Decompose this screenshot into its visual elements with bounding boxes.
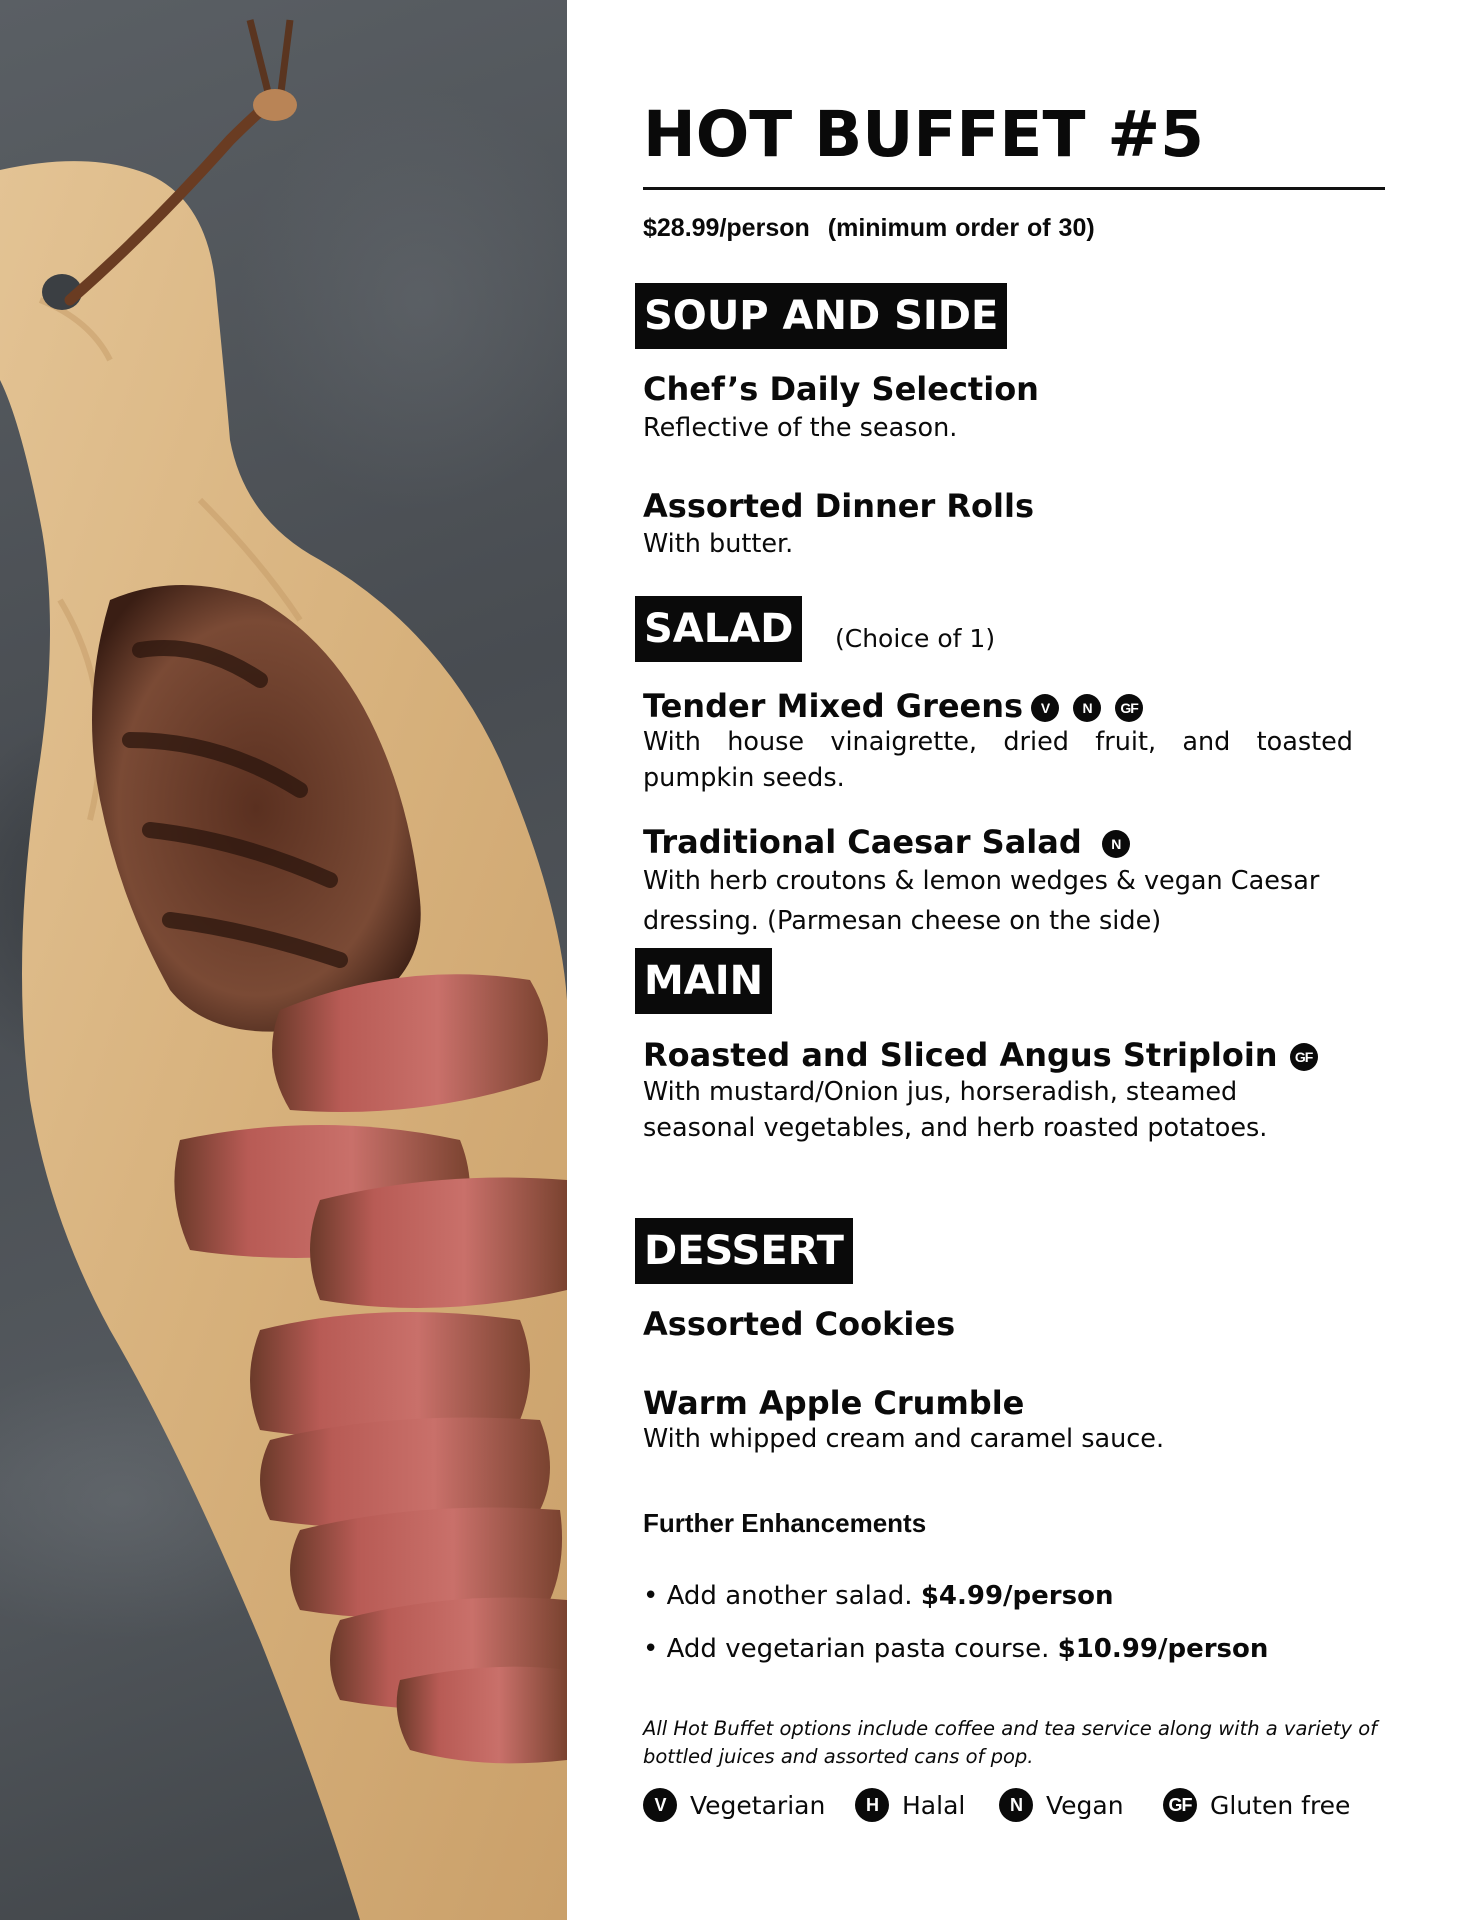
vegetarian-badge-icon: V	[1031, 694, 1059, 722]
section-label-salad: SALAD	[635, 596, 802, 662]
page-title: HOT BUFFET #5	[643, 98, 1205, 171]
vegan-badge-icon: N	[1102, 830, 1130, 858]
minimum-order: (minimum order of 30)	[827, 214, 1095, 242]
salad-choice-note: (Choice of 1)	[835, 624, 996, 653]
dietary-legend	[643, 1788, 1388, 1828]
legend-label: Vegan	[1046, 1790, 1124, 1820]
item-name-with-badges	[643, 1035, 1318, 1075]
legend-item-vegetarian	[643, 1788, 825, 1822]
legend-item-vegan	[999, 1788, 1124, 1822]
enhancement-item	[643, 1634, 1268, 1664]
vegetarian-badge-icon: V	[643, 1788, 677, 1822]
gluten-free-badge-icon: GF	[1163, 1788, 1197, 1822]
price-per-person: $28.99/person	[643, 214, 810, 242]
item-name: Assorted Cookies	[643, 1305, 956, 1343]
item-description: With whipped cream and caramel sauce.	[643, 1424, 1165, 1454]
vegan-badge-icon: N	[999, 1788, 1033, 1822]
halal-badge-icon: H	[855, 1788, 889, 1822]
enhancement-text: • Add another salad.	[643, 1581, 913, 1611]
section-label-dessert: DESSERT	[635, 1218, 853, 1284]
enhancement-text: • Add vegetarian pasta course.	[643, 1634, 1050, 1664]
enhancement-item	[643, 1581, 1113, 1611]
item-name: Assorted Dinner Rolls	[643, 487, 1034, 525]
item-name: Roasted and Sliced Angus Striploin	[643, 1036, 1278, 1074]
item-description: With herb croutons & lemon wedges & vegan Caesar dressing. (Parmesan cheese on the side)	[643, 866, 1320, 936]
enhancement-price: $10.99/person	[1057, 1634, 1269, 1664]
item-name-with-badges	[643, 686, 1143, 726]
legend-item-gluten-free	[1163, 1788, 1350, 1822]
section-label-soup: SOUP AND SIDE	[635, 283, 1007, 349]
item-name-with-badges	[643, 822, 1130, 862]
title-divider	[643, 187, 1385, 190]
item-description: With house vinaigrette, dried fruit, and toasted pumpkin seeds.	[643, 727, 1353, 793]
enhancements-title: Further Enhancements	[643, 1508, 927, 1538]
section-label-main: MAIN	[635, 948, 772, 1014]
legend-item-halal	[855, 1788, 965, 1822]
item-name: Tender Mixed Greens	[643, 687, 1024, 725]
service-note: All Hot Buffet options include coffee and tea service along with a variety of bottled juices and assorted cans of pop.	[643, 1717, 1378, 1768]
item-name: Traditional Caesar Salad	[643, 823, 1082, 861]
legend-label: Halal	[902, 1790, 966, 1820]
cutting-board-illustration	[0, 0, 567, 1920]
item-name: Warm Apple Crumble	[643, 1384, 1025, 1422]
enhancement-price: $4.99/person	[920, 1581, 1114, 1611]
gluten-free-badge-icon: GF	[1290, 1043, 1318, 1071]
gluten-free-badge-icon: GF	[1115, 694, 1143, 722]
vegan-badge-icon: N	[1073, 694, 1101, 722]
item-description: With butter.	[643, 529, 794, 559]
legend-label: Gluten free	[1210, 1790, 1351, 1820]
item-name: Chef’s Daily Selection	[643, 370, 1039, 408]
item-description: With mustard/Onion jus, horseradish, steamed seasonal vegetables, and herb roasted potatoes.	[643, 1077, 1268, 1143]
price-line	[643, 214, 1095, 243]
legend-label: Vegetarian	[690, 1790, 826, 1820]
item-description: Reflective of the season.	[643, 413, 958, 443]
steak-photo	[0, 0, 567, 1920]
